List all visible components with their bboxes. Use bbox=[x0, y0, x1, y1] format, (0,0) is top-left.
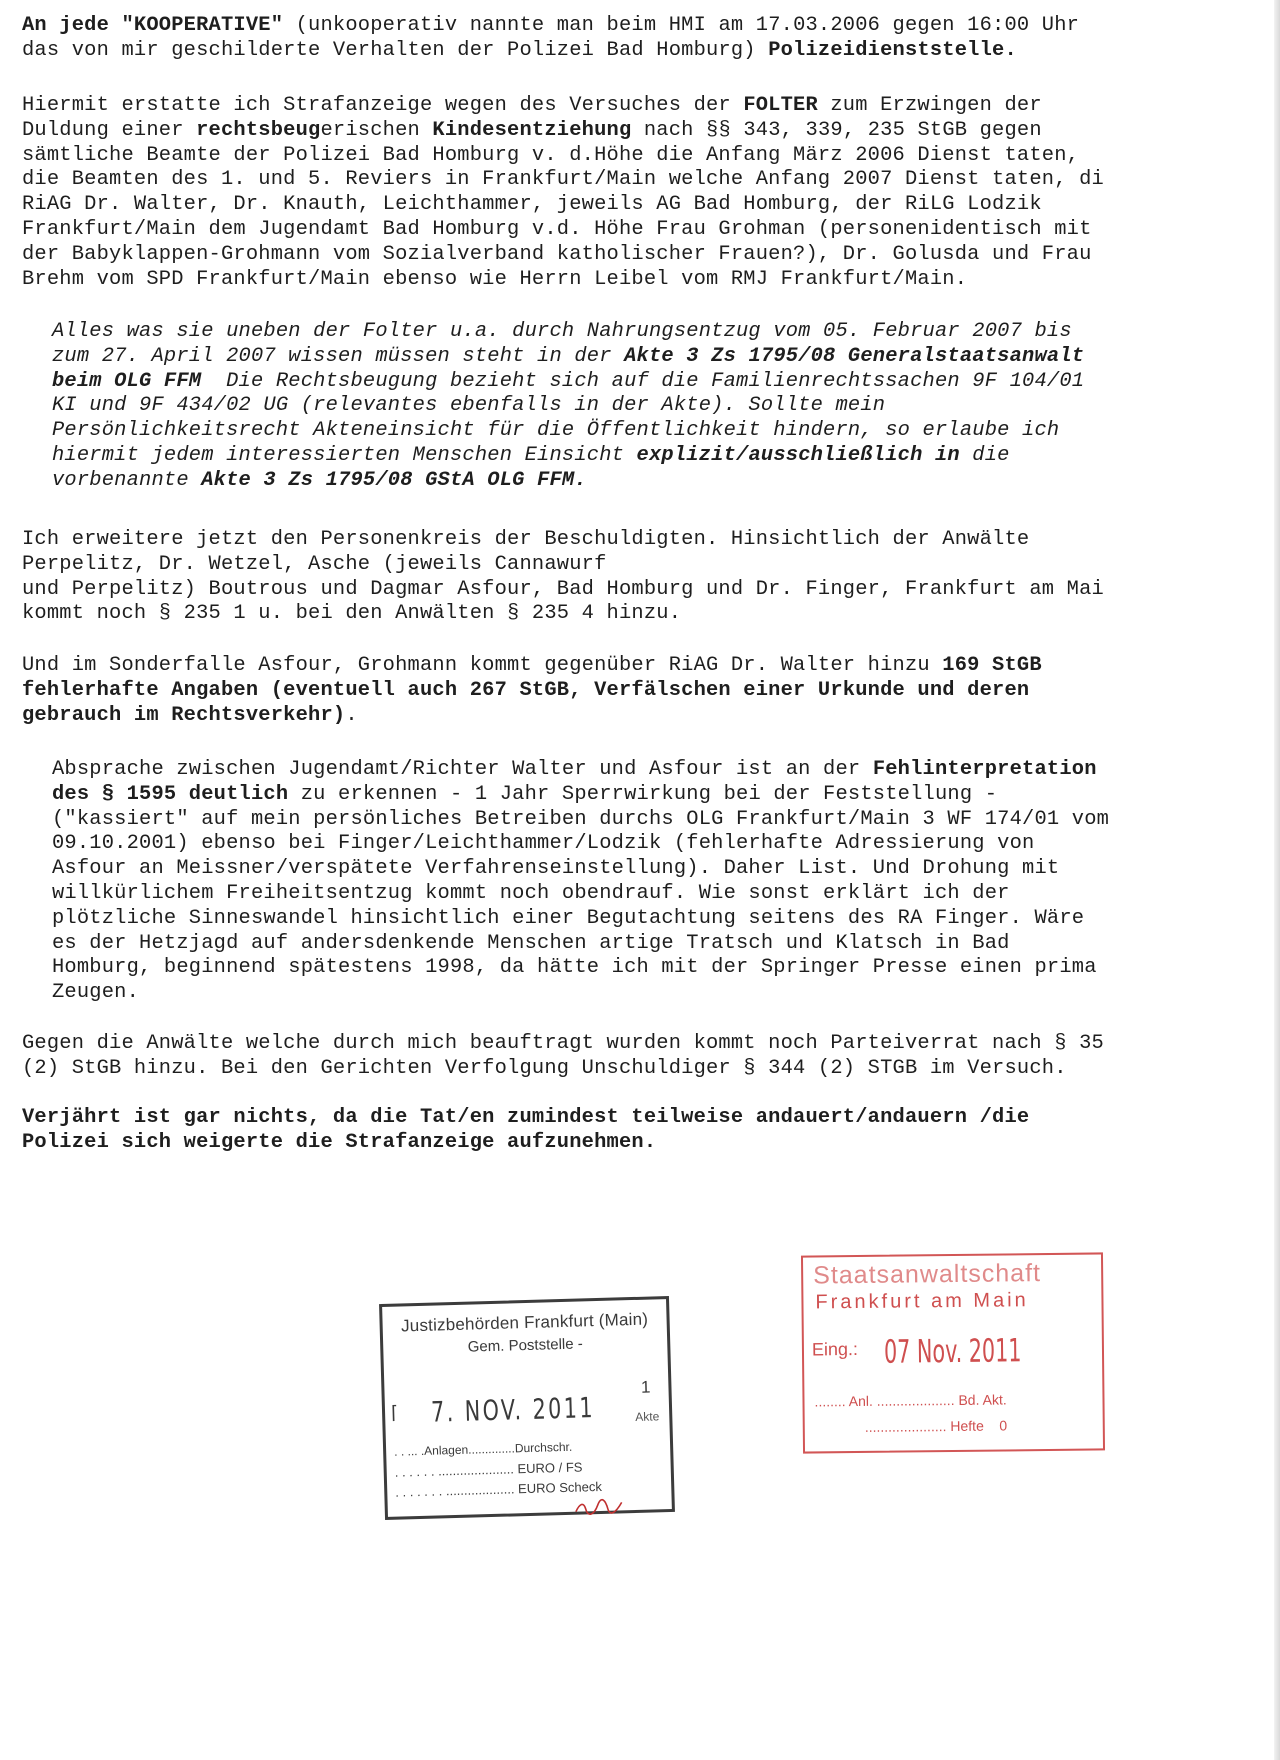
text-run: Absprache zwischen Jugendamt/Richter Walter und Asfour ist an der bbox=[52, 758, 873, 781]
text-run: (2) StGB hinzu. Bei den Gerichten Verfolgung Unschuldiger § 344 (2) STGB im Versuch. bbox=[22, 1056, 1067, 1080]
text-line bbox=[22, 94, 1104, 119]
bold-text-run: Polizei sich weigerte die Strafanzeige aufzunehmen. bbox=[22, 1130, 657, 1154]
stamp-sta-eing-label: Eing.: bbox=[811, 1338, 859, 1360]
stamp-office-name: Gem. Poststelle - bbox=[467, 1335, 583, 1356]
text-line bbox=[22, 119, 1104, 144]
bold-text-run: FOLTER bbox=[743, 94, 818, 117]
text-run: der Babyklappen-Grohmann vom Sozialverband katholischer Frauen?), Dr. Golusda und Frau bbox=[22, 242, 1092, 266]
stamp-tick-mark: ⌈ bbox=[390, 1402, 399, 1423]
stamp-akte-label: Akte bbox=[635, 1409, 660, 1424]
text-run: sämtliche Beamte der Polizei Bad Homburg v. d.Höhe die Anfang März 2006 Dienst taten, bbox=[22, 143, 1080, 167]
stamp-sta-anl-line: ........ Anl. .................... Bd. Akt. bbox=[814, 1391, 1007, 1410]
stamp-anlagen-line: . . ... .Anlagen..............Durchschr. bbox=[393, 1439, 573, 1459]
text-run: Perpelitz, Dr. Wetzel, Asche (jeweils Cannawurf bbox=[22, 552, 607, 576]
justiz-receipt-stamp bbox=[379, 1296, 675, 1520]
bold-text-run: explizit/ausschließlich in bbox=[636, 443, 960, 467]
text-line bbox=[52, 320, 1084, 345]
paragraph-akte-reference bbox=[52, 320, 1084, 494]
bold-text-run: rechtsbeug bbox=[196, 118, 321, 142]
text-run: zu erkennen - 1 Jahr Sperrwirkung bei der Feststellung - bbox=[288, 782, 998, 806]
bold-text-run: 169 StGB bbox=[942, 654, 1042, 677]
text-run: erischen bbox=[320, 118, 433, 142]
text-run: willkürlichem Freiheitsentzug kommt noch obendrauf. Wie sonst erklärt ich der bbox=[52, 881, 1010, 905]
text-run: hiermit jedem interessierten Menschen Einsicht bbox=[52, 443, 637, 467]
bold-text-run: Fehlinterpretation bbox=[872, 758, 1097, 781]
text-line bbox=[52, 981, 1109, 1006]
text-line bbox=[22, 39, 1079, 64]
bold-text-run: gebrauch im Rechtsverkehr) bbox=[22, 703, 346, 727]
text-run: zum 27. April 2007 wissen müssen steht in der bbox=[52, 344, 625, 368]
text-run: Zeugen. bbox=[52, 981, 140, 1005]
text-line bbox=[22, 1057, 1104, 1082]
text-run: Und im Sonderfalle Asfour, Grohmann kommt gegenüber RiAG Dr. Walter hinzu bbox=[22, 654, 943, 677]
paragraph-heading bbox=[22, 14, 1079, 64]
text-run: Asfour an Meissner/verspätete Verfahrenseinstellung). Daher List. Und Drohung mit bbox=[52, 857, 1060, 881]
text-line bbox=[22, 144, 1104, 169]
text-run: es der Hetzjagd auf andersdenkende Menschen artige Tratsch und Klatsch in Bad bbox=[52, 931, 1010, 955]
text-run: KI und 9F 434/02 UG (relevantes ebenfalls in der Akte). Sollte mein bbox=[52, 394, 886, 418]
text-run: Alles was sie uneben der Folter u.a. durch Nahrungsentzug vom 05. Februar 2007 bis bbox=[52, 320, 1072, 343]
staatsanwaltschaft-receipt-stamp bbox=[801, 1252, 1105, 1453]
bold-text-run: fehlerhafte Angaben (eventuell auch 267 StGB, Verfälschen einer Urkunde und deren bbox=[22, 678, 1030, 702]
text-run: Homburg, beginnend spätestens 1998, da hätte ich mit der Springer Presse einen prima bbox=[52, 956, 1097, 980]
paragraph-strafanzeige bbox=[22, 94, 1104, 292]
text-line bbox=[52, 907, 1109, 932]
text-line bbox=[22, 704, 1042, 729]
text-run: die Beamten des 1. und 5. Reviers in Frankfurt/Main welche Anfang 2007 Dienst taten, di bbox=[22, 168, 1104, 192]
bold-text-run: An jede "KOOPERATIVE" bbox=[22, 14, 284, 37]
bold-text-run: beim OLG FFM bbox=[52, 369, 202, 393]
text-line bbox=[22, 1131, 1029, 1156]
stamp-sta-city: Frankfurt am Main bbox=[815, 1289, 1029, 1314]
text-line bbox=[22, 268, 1104, 293]
text-run: Persönlichkeitsrecht Akteneinsicht für die Öffentlichkeit hindern, so erlaube ich bbox=[52, 419, 1060, 443]
handwritten-initials bbox=[574, 1496, 625, 1517]
text-line bbox=[22, 193, 1104, 218]
text-line bbox=[52, 469, 1084, 494]
stamp-sta-date: 07 Nov. 2011 bbox=[883, 1331, 1022, 1371]
text-run: plötzliche Sinneswandel hinsichtlich einer Begutachtung seitens des RA Finger. Wäre bbox=[52, 906, 1085, 930]
paragraph-verjaehrung bbox=[22, 1106, 1029, 1156]
paragraph-absprache bbox=[52, 758, 1109, 1006]
text-run: Frankfurt/Main dem Jugendamt Bad Homburg v.d. Höhe Frau Grohman (personenidentisch mit bbox=[22, 217, 1092, 241]
bold-text-run: des § 1595 deutlich bbox=[52, 782, 289, 806]
text-line bbox=[22, 602, 1104, 627]
text-line bbox=[22, 553, 1104, 578]
text-run: ("kassiert" auf mein persönliches Betreiben durchs OLG Frankfurt/Main 3 WF 174/01 vom bbox=[52, 807, 1110, 831]
text-line bbox=[22, 218, 1104, 243]
text-run: Hiermit erstatte ich Strafanzeige wegen des Versuches der bbox=[22, 94, 744, 117]
text-run: . bbox=[345, 703, 358, 727]
text-run: nach §§ 343, 339, 235 StGB gegen bbox=[631, 118, 1042, 142]
bold-text-run: Akte 3 Zs 1795/08 Generalstaatsanwalt bbox=[624, 344, 1085, 368]
text-run: das von mir geschilderte Verhalten der Polizei Bad Homburg) bbox=[22, 38, 769, 62]
text-line bbox=[52, 444, 1084, 469]
text-run: RiAG Dr. Walter, Dr. Knauth, Leichthammer, jeweils AG Bad Homburg, der RiLG Lodzik bbox=[22, 193, 1042, 217]
text-line bbox=[52, 419, 1084, 444]
text-line bbox=[52, 394, 1084, 419]
text-run: Ich erweitere jetzt den Personenkreis der Beschuldigten. Hinsichtlich der Anwälte bbox=[22, 528, 1030, 551]
text-line bbox=[52, 783, 1109, 808]
text-line bbox=[52, 808, 1109, 833]
text-line bbox=[22, 168, 1104, 193]
text-run: kommt noch § 235 1 u. bei den Anwälten § 235 4 hinzu. bbox=[22, 602, 682, 626]
paragraph-personenkreis bbox=[22, 528, 1104, 627]
text-line bbox=[22, 528, 1104, 553]
stamp-euro-scheck-line: . . . . . . . ................... EURO Scheck bbox=[395, 1478, 603, 1500]
text-run: Die Rechtsbeugung bezieht sich auf die Familienrechtssachen 9F 104/01 bbox=[201, 369, 1085, 393]
text-line bbox=[52, 345, 1084, 370]
text-run: Duldung einer bbox=[22, 118, 197, 142]
text-line bbox=[22, 14, 1079, 39]
stamp-sta-hefte-line: ..................... Hefte 0 bbox=[864, 1417, 1008, 1435]
text-line bbox=[52, 857, 1109, 882]
text-line bbox=[52, 932, 1109, 957]
text-run: und Perpelitz) Boutrous und Dagmar Asfour, Bad Homburg und Dr. Finger, Frankfurt am Mai bbox=[22, 577, 1104, 601]
text-line bbox=[52, 882, 1109, 907]
stamp-sta-title: Staatsanwaltschaft bbox=[813, 1259, 1042, 1290]
text-run: Gegen die Anwälte welche durch mich beauftragt wurden kommt noch Parteiverrat nach § 35 bbox=[22, 1032, 1104, 1055]
scan-edge-shadow bbox=[1274, 0, 1280, 1760]
bold-text-run: Kindesentziehung bbox=[432, 118, 632, 142]
text-line bbox=[22, 679, 1042, 704]
stamp-euro-fs-line: . . . . . . ..................... EURO / FS bbox=[394, 1459, 583, 1480]
text-line bbox=[22, 654, 1042, 679]
stamp-count: 1 bbox=[640, 1377, 651, 1397]
text-run: zum Erzwingen der bbox=[817, 94, 1042, 117]
text-line bbox=[52, 758, 1109, 783]
bold-text-run: Polizeidienststelle. bbox=[768, 38, 1017, 62]
text-line bbox=[22, 578, 1104, 603]
text-line bbox=[52, 956, 1109, 981]
text-run: die bbox=[959, 443, 1010, 467]
text-run: vorbenannte bbox=[52, 468, 202, 492]
bold-text-run: Verjährt ist gar nichts, da die Tat/en zumindest teilweise andauert/andauern /die bbox=[22, 1106, 1030, 1129]
paragraph-parteiverrat bbox=[22, 1032, 1104, 1082]
text-run: Brehm vom SPD Frankfurt/Main ebenso wie Herrn Leibel vom RMJ Frankfurt/Main. bbox=[22, 267, 968, 291]
stamp-authority-name: Justizbehörden Frankfurt (Main) bbox=[400, 1309, 649, 1336]
text-line bbox=[52, 832, 1109, 857]
stamp-received-date: 7. NOV. 2011 bbox=[430, 1391, 596, 1429]
text-line bbox=[22, 1106, 1029, 1131]
text-run: (unkooperativ nannte man beim HMI am 17.03.2006 gegen 16:00 Uhr bbox=[283, 14, 1080, 37]
text-run: 09.10.2001) ebenso bei Finger/Leichthammer/Lodzik (fehlerhafte Adressierung von bbox=[52, 832, 1035, 856]
paragraph-sonderfall bbox=[22, 654, 1042, 728]
text-line bbox=[22, 243, 1104, 268]
bold-text-run: Akte 3 Zs 1795/08 GStA OLG FFM. bbox=[201, 468, 587, 492]
text-line bbox=[22, 1032, 1104, 1057]
text-line bbox=[52, 370, 1084, 395]
